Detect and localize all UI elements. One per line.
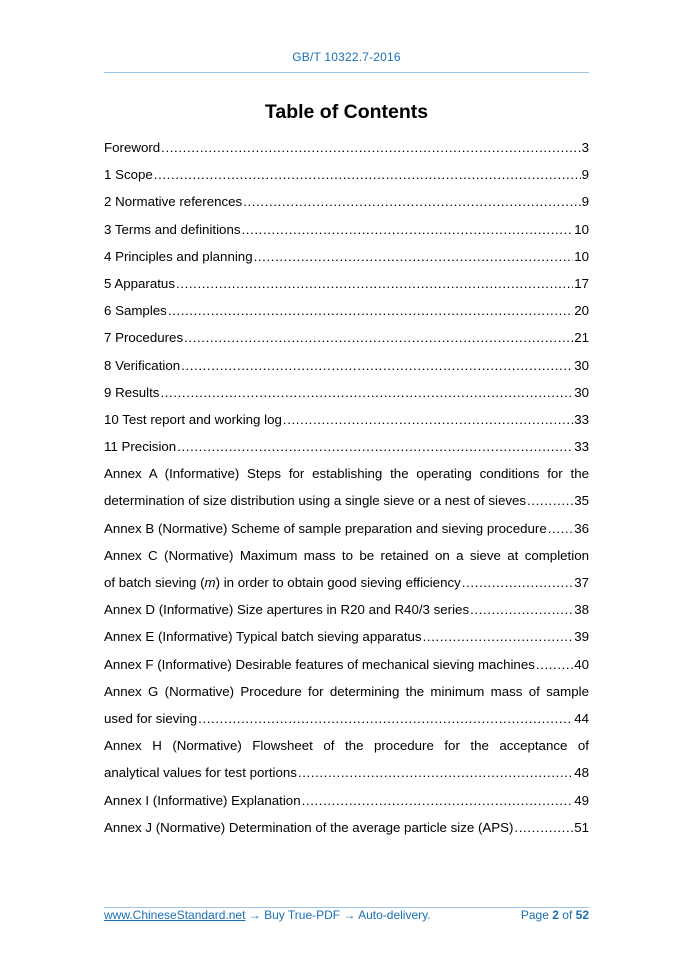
dot-leader (154, 161, 581, 188)
toc-page-number: 10 (574, 248, 589, 264)
toc-page-number: 38 (574, 602, 589, 618)
toc-entry-title: Annex D (Informative) Size apertures in R20 and R40/3 series (104, 602, 470, 618)
toc-page-number: 20 (574, 303, 589, 319)
dot-leader (168, 297, 573, 324)
toc-entry-title: 9 Results (104, 384, 160, 400)
dot-leader (243, 188, 580, 215)
dot-leader (514, 814, 573, 841)
toc-entry-annex-e[interactable] (104, 623, 589, 650)
toc-entry-annex-d[interactable] (104, 596, 589, 623)
dot-leader (181, 352, 573, 379)
dot-leader (254, 243, 574, 270)
toc-entry-title: 7 Procedures (104, 330, 184, 346)
toc-page-number: 44 (574, 710, 589, 726)
dot-leader (184, 324, 573, 351)
toc-entry-title: Annex B (Normative) Scheme of sample preparation and sieving procedure (104, 520, 547, 536)
toc-entry-annex-a[interactable] (104, 487, 589, 514)
toc-entry-test-report[interactable] (104, 406, 589, 433)
toc-page-number: 9 (581, 167, 589, 183)
toc-entry-procedures[interactable] (104, 324, 589, 351)
page-footer (104, 908, 589, 924)
title-part: ) in order to obtain good sieving efficiency (215, 575, 461, 590)
toc-page-number: 33 (574, 411, 589, 427)
toc-page-number: 40 (574, 656, 589, 672)
dot-leader (160, 379, 573, 406)
dot-leader (198, 705, 573, 732)
toc-page-number: 17 (574, 275, 589, 291)
toc-entry-title: 10 Test report and working log (104, 411, 282, 427)
dot-leader (302, 787, 574, 814)
toc-entry-samples[interactable] (104, 297, 589, 324)
toc-entry-title (104, 569, 461, 596)
toc-entry-annex-a-line1[interactable]: Annex A (Informative) Steps for establishing the operating conditions for the (104, 466, 589, 482)
toc-entry-annex-f[interactable] (104, 651, 589, 678)
toc-entry-title: 11 Precision (104, 439, 177, 455)
toc-page-number: 49 (574, 792, 589, 808)
toc-page-number: 3 (581, 140, 589, 155)
footer-promo (104, 908, 431, 922)
website-link[interactable]: www.ChineseStandard.net (104, 908, 246, 922)
toc-entry-title: used for sieving (104, 710, 198, 726)
toc-entry-results[interactable] (104, 379, 589, 406)
page-title: Table of Contents (264, 101, 429, 123)
toc-entry-title: 6 Samples (104, 303, 167, 319)
dot-leader (536, 651, 573, 678)
page-indicator (521, 908, 589, 922)
dot-leader (527, 487, 573, 514)
toc-entry-terms-definitions[interactable] (104, 216, 589, 243)
document-header: GB/T 10322.7-2016 (292, 50, 401, 64)
toc-page-number: 37 (574, 575, 589, 590)
of-label: of (562, 908, 573, 922)
toc-entry-title: Annex E (Informative) Typical batch sieving apparatus (104, 629, 422, 645)
dot-leader (242, 216, 574, 243)
symbol-m: m (204, 575, 216, 590)
toc-entry-title: Annex I (Informative) Explanation (104, 792, 301, 808)
current-page: 2 (552, 908, 559, 922)
toc-entry-precision[interactable] (104, 433, 589, 460)
toc-entry-normative-references[interactable] (104, 188, 589, 215)
toc-entry-title: determination of size distribution using a single sieve or a nest of sieves (104, 493, 527, 509)
toc-entry-annex-g-line1[interactable]: Annex G (Normative) Procedure for determining the minimum mass of sample (104, 683, 589, 699)
dot-leader (298, 759, 573, 786)
toc-page-number: 9 (581, 194, 589, 210)
toc-entry-annex-h-line1[interactable]: Annex H (Normative) Flowsheet of the procedure for the acceptance of (104, 738, 589, 754)
table-of-contents (104, 134, 589, 841)
toc-entry-annex-c-line1[interactable]: Annex C (Normative) Maximum mass to be retained on a sieve at completion (104, 547, 589, 563)
toc-entry-title: Annex J (Normative) Determination of the average particle size (APS) (104, 819, 514, 835)
dot-leader (176, 270, 573, 297)
toc-entry-annex-b[interactable] (104, 515, 589, 542)
page-label: Page (520, 908, 549, 922)
toc-entry-title: Annex F (Informative) Desirable features of mechanical sieving machines (104, 656, 535, 672)
toc-entry-title: 5 Apparatus (104, 275, 175, 291)
toc-entry-verification[interactable] (104, 352, 589, 379)
toc-entry-principles[interactable] (104, 243, 589, 270)
dot-leader (161, 134, 580, 161)
toc-page-number: 30 (574, 357, 589, 373)
toc-entry-title: analytical values for test portions (104, 765, 297, 781)
toc-page-number: 30 (574, 384, 589, 400)
title-part: of batch sieving ( (104, 575, 205, 590)
total-pages: 52 (575, 908, 589, 922)
toc-entry-annex-j[interactable] (104, 814, 589, 841)
toc-entry-annex-i[interactable] (104, 787, 589, 814)
toc-page-number: 35 (574, 493, 589, 509)
toc-page-number: 10 (574, 221, 589, 237)
toc-page-number: 48 (574, 765, 589, 781)
toc-entry-title: 8 Verification (104, 357, 181, 373)
dot-leader (423, 623, 574, 650)
toc-entry-title: 2 Normative references (104, 194, 243, 210)
toc-entry-annex-g[interactable] (104, 705, 589, 732)
header-divider (104, 72, 589, 73)
toc-entry-annex-h[interactable] (104, 759, 589, 786)
toc-entry-annex-c[interactable] (104, 569, 589, 596)
toc-page-number: 39 (574, 629, 589, 645)
toc-page-number: 36 (574, 520, 589, 536)
toc-entry-title: 3 Terms and definitions (104, 221, 241, 237)
toc-page-number: 33 (574, 439, 589, 455)
toc-entry-foreword[interactable] (104, 134, 589, 161)
dot-leader (470, 596, 573, 623)
dot-leader (462, 569, 573, 596)
dot-leader (548, 515, 573, 542)
promo-text: → Buy True-PDF → Auto-delivery. (245, 908, 431, 922)
dot-leader (283, 406, 573, 433)
toc-entry-apparatus[interactable] (104, 270, 589, 297)
dot-leader (177, 433, 573, 460)
toc-page-number: 21 (574, 330, 589, 346)
toc-entry-scope[interactable] (104, 161, 589, 188)
toc-entry-title: Foreword (104, 140, 161, 155)
toc-entry-title: 1 Scope (104, 167, 153, 183)
toc-page-number: 51 (574, 819, 589, 835)
toc-entry-title: 4 Principles and planning (104, 248, 253, 264)
